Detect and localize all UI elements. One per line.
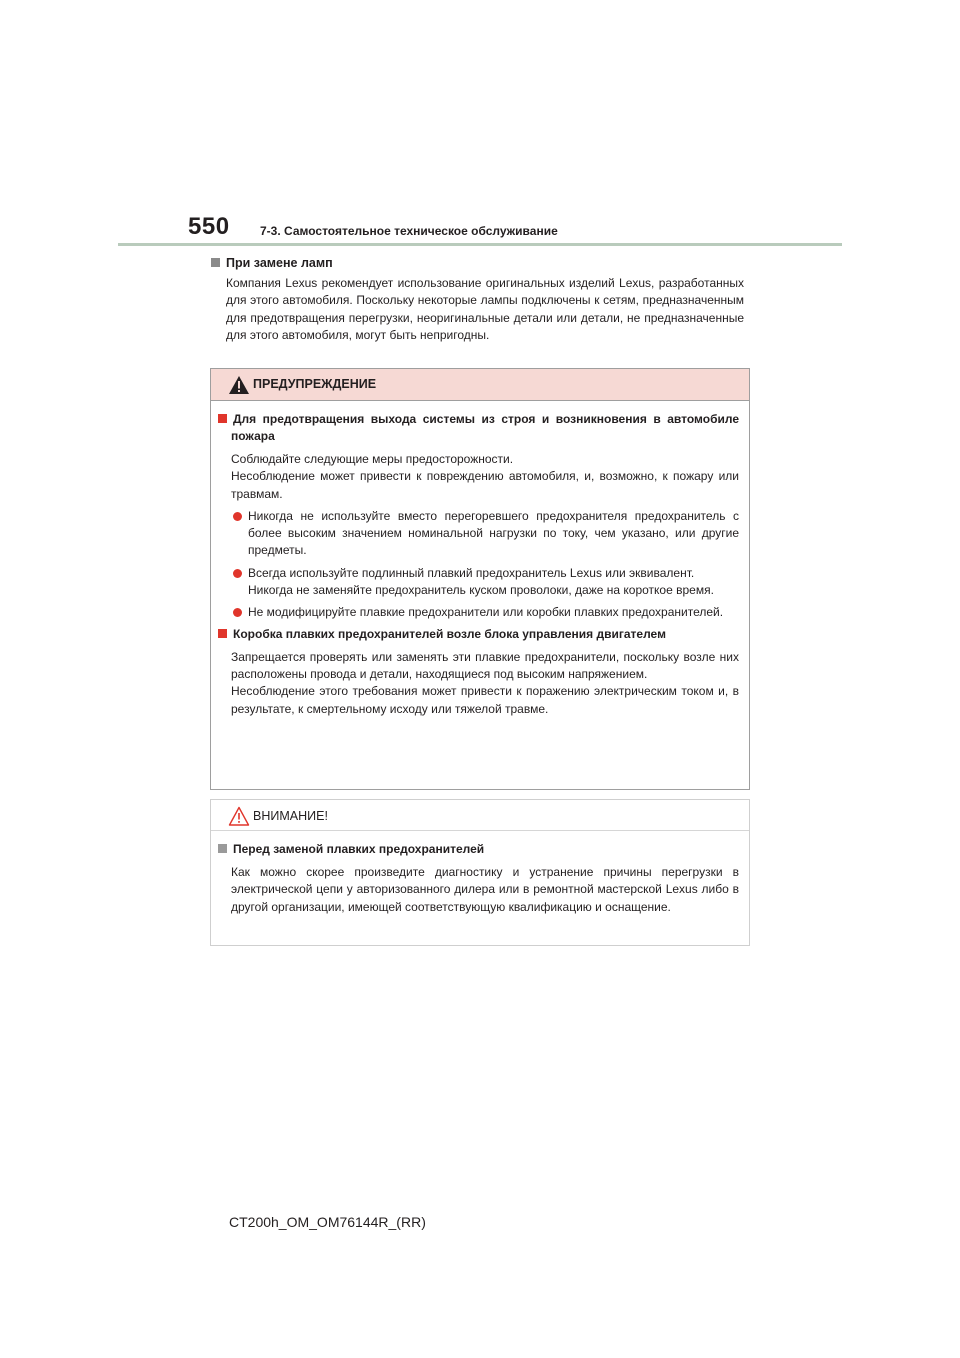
warning-section2-text1: Запрещается проверять или заменять эти плавкие предохранители, поскольку возле них расположены провода и детали, находящиеся под высоким напряжением. — [231, 649, 739, 681]
list-item: Никогда не используйте вместо перегоревшего предохранителя предохранитель с более высоким значением номинальной нагрузки по току, чем указано, или другие предметы. — [218, 508, 739, 560]
list-item: Всегда используйте подлинный плавкий предохранитель Lexus или эквивалент. Никогда не заменяйте предохранитель куском проволоки, даже на короткое время. — [218, 565, 739, 600]
document-code: CT200h_OM_OM76144R_(RR) — [229, 1214, 426, 1230]
intro-heading — [211, 256, 333, 270]
warning-section2-heading: Коробка плавких предохранителей возле блока управления двигателем — [218, 626, 739, 643]
header-divider — [118, 243, 842, 246]
caution-text: Как можно скорее произведите диагностику и устранение причины перегрузки в электрической цепи у авторизованного дилера или в ремонтной мастерской Lexus либо в другой организации, имеющей соответствующую квалификацию и оснащение. — [231, 865, 739, 914]
list-item: Не модифицируйте плавкие предохранители или коробки плавких предохранителей. — [218, 604, 739, 621]
caution-box — [210, 799, 750, 946]
page-header — [118, 208, 842, 248]
bullet-dot-icon — [233, 569, 242, 578]
warning-section1-text1: Соблюдайте следующие меры предосторожности. — [231, 452, 514, 466]
warning-box — [210, 368, 750, 790]
caution-body — [211, 831, 749, 916]
warning-section1-text2: Несоблюдение может привести к повреждению автомобиля, и, возможно, к пожару или травмам. — [231, 469, 739, 501]
bullet-dot-icon — [233, 608, 242, 617]
caution-triangle-icon — [228, 806, 250, 826]
warning-title: ПРЕДУПРЕЖДЕНИЕ — [253, 377, 377, 391]
list-item-continuation: Никогда не заменяйте предохранитель куском проволоки, даже на короткое время. — [248, 583, 714, 598]
square-bullet-icon — [211, 258, 220, 267]
caution-heading: Перед заменой плавких предохранителей — [218, 841, 739, 858]
warning-section2-text2: Несоблюдение этого требования может привести к поражению электрическим током и, в результате, к смертельному исходу или тяжелой травме. — [231, 684, 739, 716]
bullet-dot-icon — [233, 512, 242, 521]
square-bullet-icon — [218, 629, 227, 638]
section-title: 7-3. Самостоятельное техническое обслуживание — [260, 224, 558, 238]
warning-triangle-icon — [228, 375, 250, 395]
warning-section1-heading: Для предотвращения выхода системы из строя и возникновения в автомобиле пожара — [218, 411, 739, 445]
square-bullet-icon — [218, 414, 227, 423]
caution-header — [211, 800, 749, 831]
page-number: 550 — [188, 213, 230, 240]
intro-paragraph: Компания Lexus рекомендует использование оригинальных изделий Lexus, разработанных для этого автомобиля. Поскольку некоторые лампы подключены к сетям, предназначенным для предотвращения перегрузки, неоригинальные детали или детали, не предназначенные для этого автомобиля, могут быть непригодны. — [226, 276, 744, 342]
warning-header — [211, 369, 749, 401]
warning-body — [211, 401, 749, 718]
intro-heading-text: При замене ламп — [226, 256, 333, 270]
caution-title: ВНИМАНИЕ! — [253, 809, 328, 823]
square-bullet-icon — [218, 844, 227, 853]
